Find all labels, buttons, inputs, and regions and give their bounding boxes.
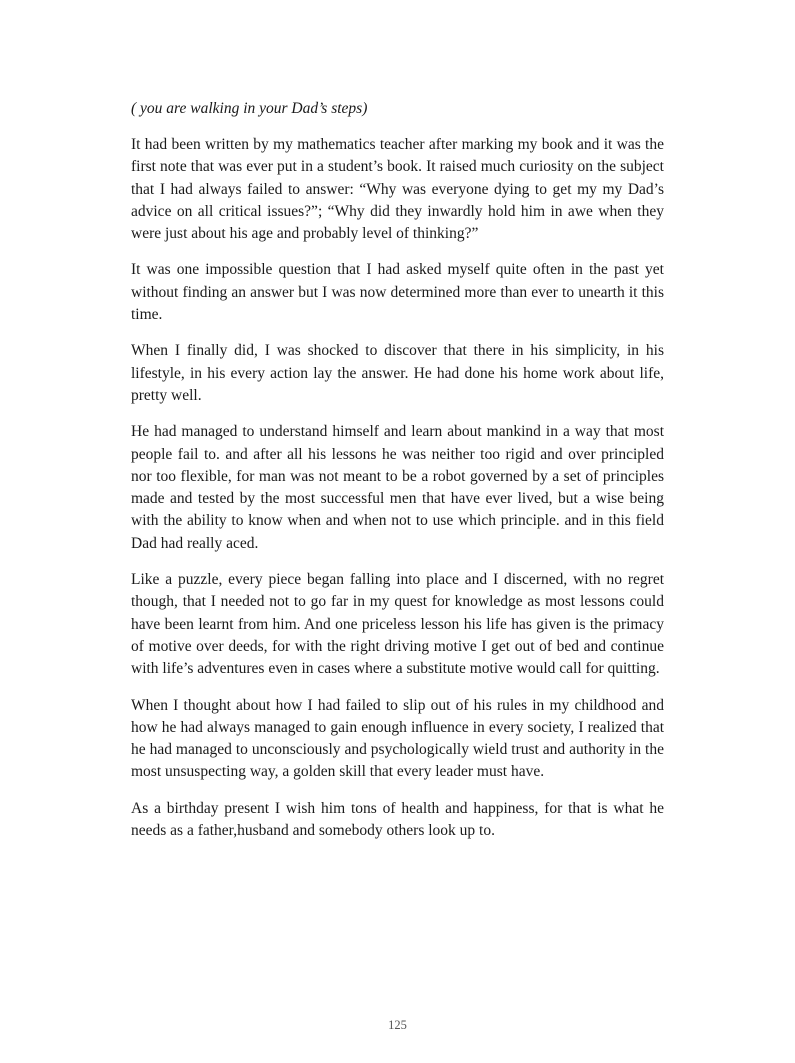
paragraph: As a birthday present I wish him tons of health and happiness, for that is what he needs as a father,husband and somebody others look up to.: [131, 799, 664, 840]
paragraph: He had managed to understand himself and learn about mankind in a way that most people fail to. and after all his lessons he was neither too rigid and over principled nor too flexible, for man was not meant to be a robot governed by a set of principles made and tested by the most successful men that have ever lived, but a wise being with the ability to know when and when not to use which principle. and in this field Dad had really aced.: [131, 423, 664, 552]
paragraph: It was one impossible question that I had asked myself quite often in the past yet without finding an answer but I was now determined more than ever to unearth it this time.: [131, 261, 664, 324]
page-number: 125: [388, 1018, 407, 1032]
paragraph: It had been written by my mathematics teacher after marking my book and it was the first note that was ever put in a student’s book. It raised much curiosity on the subject that I had always failed to answer: “Why was everyone dying to get my my Dad’s advice on all critical issues?”; “Why did they inwardly hold him in awe when they were just about his age and probably level of thinking?”: [131, 136, 664, 243]
paragraph: When I thought about how I had failed to slip out of his rules in my childhood and how he had always managed to gain enough influence in every society, I realized that he had managed to unconsciously and psychologically wield trust and authority in the most unsuspecting way, a golden skill that every leader must have.: [131, 696, 664, 781]
section-subtitle: ( you are walking in your Dad’s steps): [131, 100, 368, 117]
paragraph: When I finally did, I was shocked to discover that there in his simplicity, in his lifestyle, in his every action lay the answer. He had done his home work about life, pretty well.: [131, 342, 664, 404]
paragraph: Like a puzzle, every piece began falling into place and I discerned, with no regret though, that I needed not to go far in my quest for knowledge as most lessons could have been learnt from him. And one priceless lesson his life has given is the primacy of motive over deeds, for with the right driving motive I get out of bed and continue with life’s adventures even in cases where a substitute motive would call for quitting.: [131, 571, 664, 678]
page-body: [131, 98, 664, 856]
